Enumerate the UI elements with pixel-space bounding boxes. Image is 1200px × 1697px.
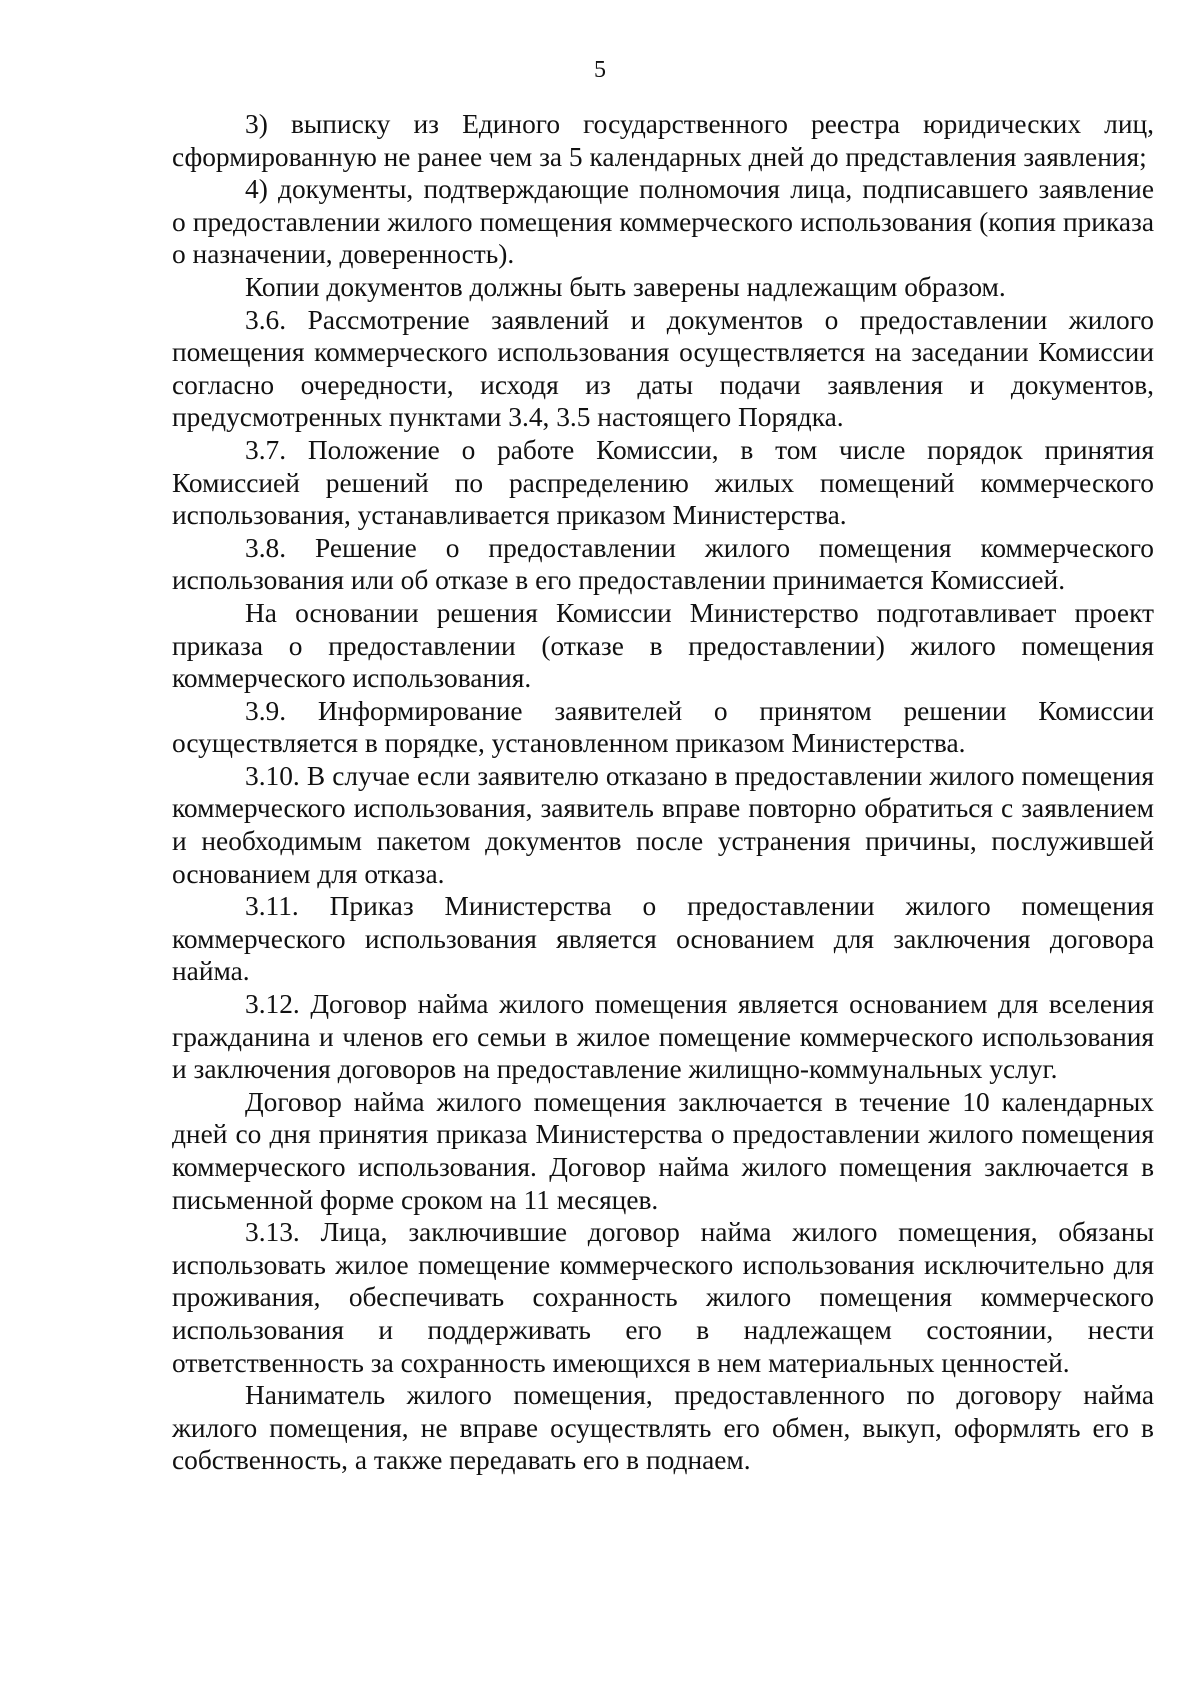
- paragraph-3-13: 3.13. Лица, заключившие договор найма жилого помещения, обязаны использовать жилое помещение коммерческого использования исключительно для проживания, обеспечивать сохранность жилого помещения коммерческого использования и поддерживать его в надлежащем состоянии, нести ответственность за сохранность имеющихся в нем материальных ценностей.: [172, 1217, 1154, 1378]
- paragraph-3-13-tenant: Наниматель жилого помещения, предоставленного по договору найма жилого помещения, не вправе осуществлять его обмен, выкуп, оформлять его в собственность, а также передавать его в поднаем.: [172, 1380, 1154, 1476]
- paragraph-3-11: 3.11. Приказ Министерства о предоставлении жилого помещения коммерческого использования является основанием для заключения договора найма.: [172, 891, 1154, 987]
- paragraph-3-9: 3.9. Информирование заявителей о принятом решении Комиссии осуществляется в порядке, установленном приказом Министерства.: [172, 695, 1154, 759]
- paragraph-3-12-contract: Договор найма жилого помещения заключается в течение 10 календарных дней со дня принятия приказа Министерства о предоставлении жилого помещения коммерческого использования. Договор найма жилого помещения заключается в письменной форме сроком на 11 месяцев.: [172, 1086, 1154, 1215]
- paragraph-item-4: 4) документы, подтверждающие полномочия лица, подписавшего заявление о предоставлении жилого помещения коммерческого использования (копия приказа о назначении, доверенность).: [172, 174, 1154, 270]
- paragraph-certification: Копии документов должны быть заверены надлежащим образом.: [245, 271, 1006, 302]
- paragraph-3-12: 3.12. Договор найма жилого помещения является основанием для вселения гражданина и членов его семьи в жилое помещение коммерческого использования и заключения договоров на предоставление жилищно-коммунальных услуг.: [172, 989, 1154, 1085]
- paragraph-3-10: 3.10. В случае если заявителю отказано в предоставлении жилого помещения коммерческого использования, заявитель вправе повторно обратиться с заявлением и необходимым пакетом документов после устранения причины, послужившей основанием для отказа.: [172, 760, 1154, 889]
- paragraph-3-7: 3.7. Положение о работе Комиссии, в том числе порядок принятия Комиссией решений по распределению жилых помещений коммерческого использования, устанавливается приказом Министерства.: [172, 434, 1154, 531]
- document-body: [172, 108, 1154, 1477]
- paragraph-item-3: 3) выписку из Единого государственного реестра юридических лиц, сформированную не ранее чем за 5 календарных дней до представления заявления;: [172, 109, 1154, 172]
- paragraph-3-8-order: На основании решения Комиссии Министерство подготавливает проект приказа о предоставлении (отказе в предоставлении) жилого помещения коммерческого использования.: [172, 597, 1154, 694]
- paragraph-3-6: 3.6. Рассмотрение заявлений и документов о предоставлении жилого помещения коммерческого использования осуществляется на заседании Комиссии согласно очередности, исходя из даты подачи заявления и документов, предусмотренных пунктами 3.4, 3.5 настоящего Порядка.: [172, 304, 1154, 433]
- page-number: 5: [594, 57, 606, 83]
- paragraph-3-8: 3.8. Решение о предоставлении жилого помещения коммерческого использования или об отказе в его предоставлении принимается Комиссией.: [172, 532, 1154, 596]
